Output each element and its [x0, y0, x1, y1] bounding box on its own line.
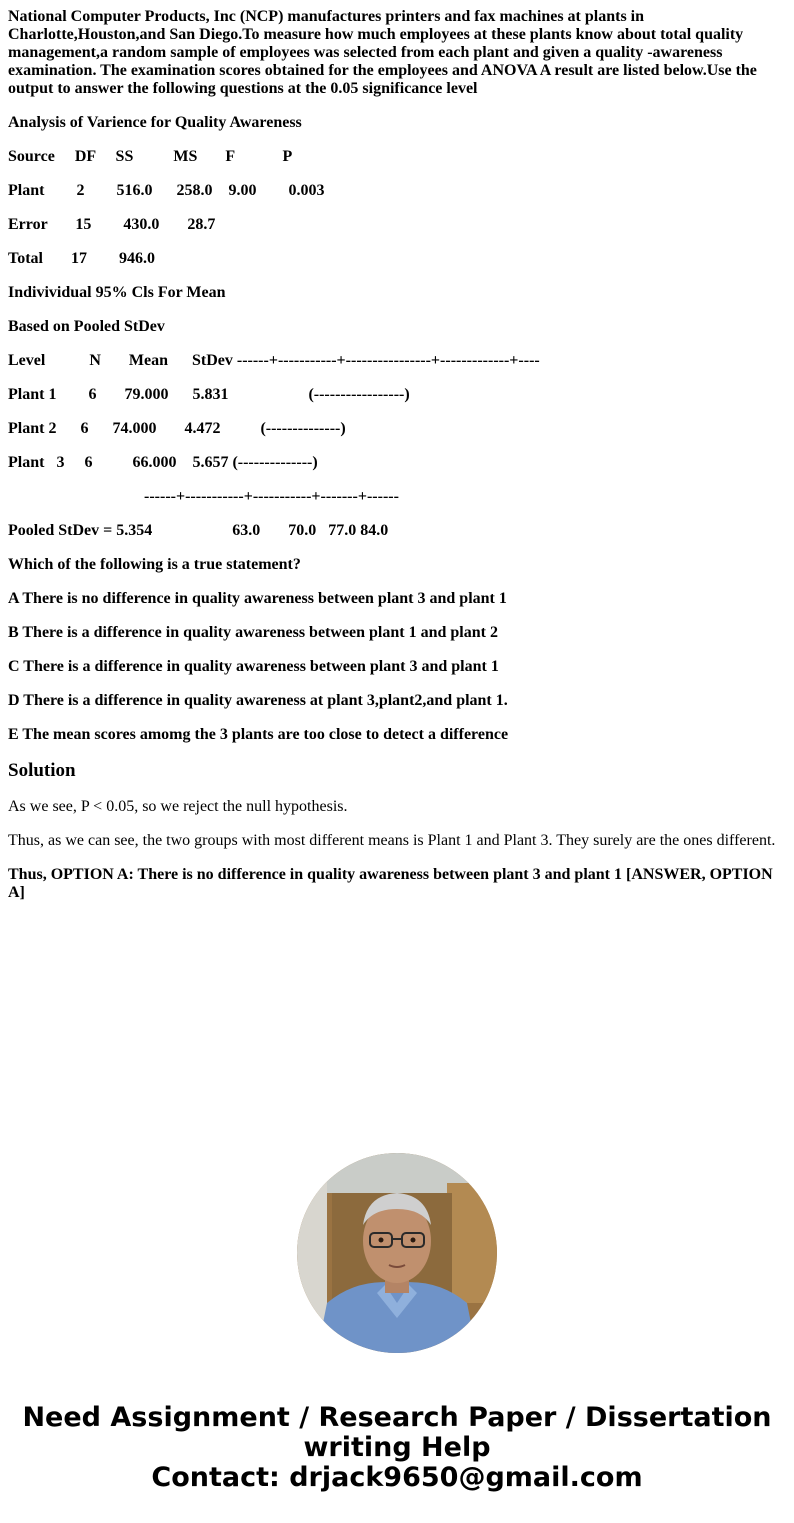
ci-plant3-row: Plant 3 6 66.000 5.657 (--------------): [8, 454, 318, 471]
document-body: [8, 8, 786, 918]
ci-header-row: Level N Mean StDev ------+-----------+----------------+-------------+----: [8, 352, 540, 369]
author-portrait-image: [297, 1153, 497, 1353]
promo-banner: [0, 1403, 794, 1493]
solution-heading: Solution: [8, 760, 76, 781]
option-c: C There is a difference in quality awareness between plant 3 and plant 1: [8, 658, 499, 675]
solution-line-2: Thus, as we can see, the two groups with most different means is Plant 1 and Plant 3. They surely are the ones different.: [8, 832, 776, 849]
ci-title: Indivividual 95% Cls For Mean: [8, 284, 226, 301]
anova-total-row: Total 17 946.0: [8, 250, 155, 267]
anova-title: Analysis of Varience for Quality Awareness: [8, 114, 302, 131]
option-e: E The mean scores amomg the 3 plants are too close to detect a difference: [8, 726, 509, 743]
ci-plant2-row: Plant 2 6 74.000 4.472 (--------------): [8, 420, 346, 437]
question-intro: National Computer Products, Inc (NCP) manufactures printers and fax machines at plants in Charlotte,Houston,and San Diego.To measure how much employees at these plants know about total quality management,a random sample of employees was selected from each plant and given a quality -awareness examination. The examination scores obtained for the employees and ANOVA A result are listed below.Use the output to answer the following questions at the 0.05 significance level: [8, 8, 757, 97]
ci-axis-row: ------+-----------+-----------+-------+------: [8, 488, 399, 505]
promo-contact: Contact: drjack9650@gmail.com: [151, 1462, 643, 1493]
option-d: D There is a difference in quality awareness at plant 3,plant2,and plant 1.: [8, 692, 508, 709]
anova-error-row: Error 15 430.0 28.7: [8, 216, 216, 233]
solution-line-1: As we see, P < 0.05, so we reject the null hypothesis.: [8, 798, 348, 815]
author-avatar: [297, 1153, 497, 1353]
ci-plant1-row: Plant 1 6 79.000 5.831 (-----------------): [8, 386, 410, 403]
promo-line-2: writing Help: [303, 1432, 491, 1463]
promo-line-1: Need Assignment / Research Paper / Dissertation: [22, 1402, 772, 1433]
anova-plant-row: Plant 2 516.0 258.0 9.00 0.003: [8, 182, 325, 199]
anova-header-row: Source DF SS MS F P: [8, 148, 293, 165]
ci-pooled-row: Pooled StDev = 5.354 63.0 70.0 77.0 84.0: [8, 522, 389, 539]
option-a: A There is no difference in quality awareness between plant 3 and plant 1: [8, 590, 507, 607]
option-b: B There is a difference in quality awareness between plant 1 and plant 2: [8, 624, 498, 641]
question-prompt: Which of the following is a true statement?: [8, 556, 301, 573]
ci-subtitle: Based on Pooled StDev: [8, 318, 165, 335]
solution-answer: Thus, OPTION A: There is no difference in quality awareness between plant 3 and plant 1 [ANSWER, OPTION A]: [8, 866, 773, 901]
